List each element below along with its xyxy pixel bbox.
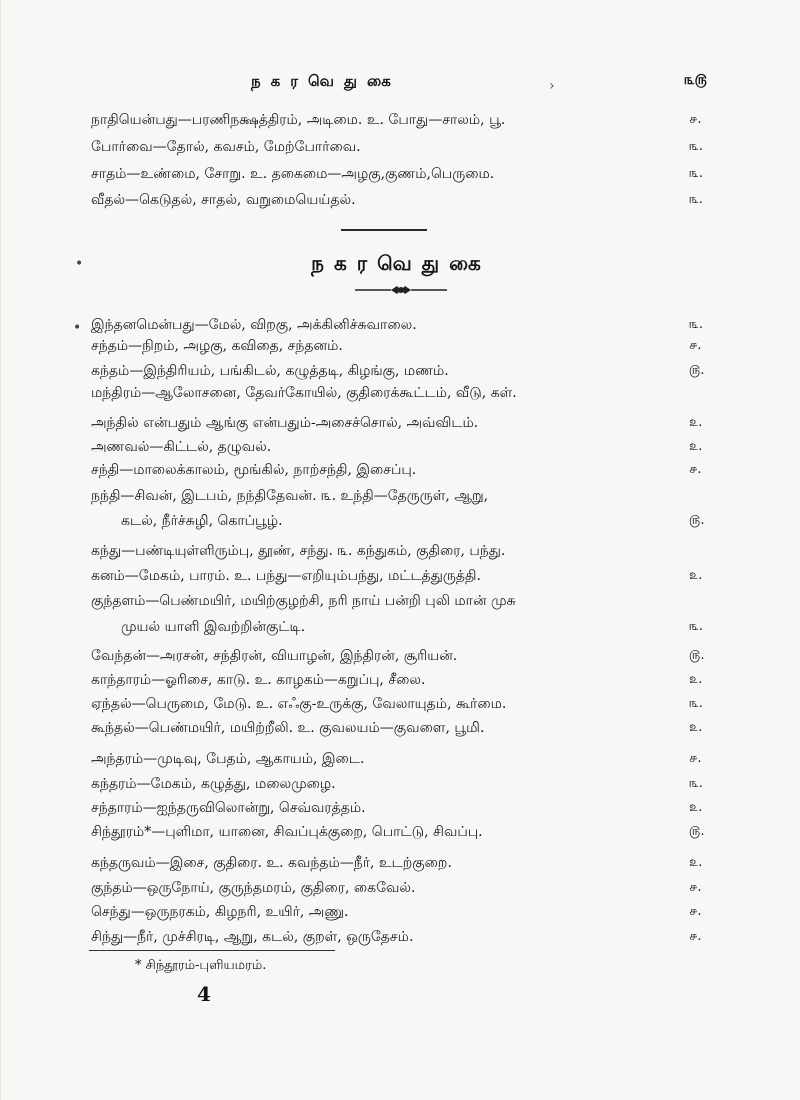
section-divider-rule <box>341 229 427 231</box>
footnote: * சிந்தூரம்-புளியமரம். <box>135 958 267 973</box>
entry-row <box>1 108 800 132</box>
entry-row <box>1 615 800 639</box>
entry-row <box>1 381 800 405</box>
margin-mark: • <box>73 320 82 336</box>
entry-number: ௩. <box>689 192 704 207</box>
entry-text: கந்தரம்—மேகம், கழுத்து, மலைமுழை. <box>91 776 336 792</box>
entry-number: ௨. <box>689 568 703 583</box>
entry-text: இந்தனமென்பது—மேல், விறகு, அக்கினிச்சுவாலை. <box>91 317 417 333</box>
entry-row <box>1 162 800 186</box>
entry-number: ௪. <box>689 112 702 127</box>
entry-text: மந்திரம்—ஆலோசனை, தேவர்கோயில், குதிரைக்கூட்டம், வீடு, கள். <box>91 385 517 401</box>
entry-text: அந்தில் என்பதும் ஆங்கு என்பதும்-அசைச்சொல், அவ்விடம். <box>91 415 479 431</box>
entry-text: கனம்—மேகம், பாரம். உ. பந்து—எறியும்பந்து, மட்டத்துருத்தி. <box>91 568 481 584</box>
entry-text: அணவல்—கிட்டல், தழுவல். <box>91 439 272 455</box>
entry-number: ௪. <box>689 751 702 766</box>
margin-mark: • <box>75 256 84 272</box>
entry-number: ௫. <box>689 648 705 663</box>
entry-number: ௪. <box>689 338 702 353</box>
entry-row <box>1 564 800 588</box>
entry-row <box>1 747 800 771</box>
entry-number: ௪. <box>689 462 702 477</box>
entry-text: செந்து—ஒருநரகம், கிழநரி, உயிர், அணு. <box>91 904 349 920</box>
entry-row <box>1 359 800 383</box>
entry-row <box>1 772 800 796</box>
entry-number: ௩. <box>689 166 704 181</box>
entry-number: ௨. <box>689 672 703 687</box>
entry-text: கந்து—பண்டியுள்ளிரும்பு, தூண், சந்து. ௩. கந்துகம், குதிரை, பந்து. <box>91 543 506 559</box>
entry-number: ௩. <box>689 619 704 634</box>
entry-row <box>1 509 800 533</box>
entry-row <box>1 135 800 159</box>
entry-row <box>1 644 800 668</box>
entry-text: நாதியென்பது—பரணிநக்ஷத்திரம், அடிமை. உ. போது—சாலம், பூ. <box>91 112 506 128</box>
entry-row <box>1 820 800 844</box>
entry-text: கந்தருவம்—இசை, குதிரை. உ. கவந்தம்—நீர், உடற்குறை. <box>91 855 452 871</box>
entry-number: ௨. <box>689 439 703 454</box>
entry-row <box>1 589 800 613</box>
entry-number: ௫. <box>689 824 705 839</box>
ornament-flourish <box>353 283 449 297</box>
entry-number: ௨. <box>689 415 703 430</box>
entry-row <box>1 925 800 949</box>
entry-text: சந்தம்—நிறம், அழகு, கவிதை, சந்தனம். <box>91 338 343 354</box>
entry-row <box>1 334 800 358</box>
entry-text: சந்தாரம்—ஐந்தருவிலொன்று, செவ்வரத்தம். <box>91 800 366 816</box>
entry-text: சிந்து—நீர், முச்சிரடி, ஆறு, கடல், குறள், ஒருதேசம். <box>91 929 414 945</box>
entry-number: ௩. <box>689 696 704 711</box>
margin-mark: › <box>549 78 555 94</box>
page-number: ௩௫ <box>684 72 707 88</box>
entry-row <box>1 435 800 459</box>
entry-text: வேந்தன்—அரசன், சந்திரன், வியாழன், இந்திரன், சூரியன். <box>91 648 458 664</box>
entry-row <box>1 796 800 820</box>
entry-row <box>1 692 800 716</box>
entry-row <box>1 458 800 482</box>
running-head <box>1 72 800 100</box>
entry-text: கந்தம்—இந்திரியம், பங்கிடல், கழுத்தடி, கிழங்கு, மணம். <box>91 363 449 379</box>
entry-row <box>1 411 800 435</box>
entry-number: ௪. <box>689 880 702 895</box>
entry-row <box>1 539 800 563</box>
entry-row <box>1 188 800 212</box>
entry-text: கடல், நீர்ச்சுழி, கொப்பூழ். <box>121 513 283 529</box>
entry-row <box>1 851 800 875</box>
entry-number: ௨. <box>689 855 703 870</box>
entry-text: சாதம்—உண்மை, சோறு. உ. தகைமை—அழகு,குணம்,பெருமை. <box>91 166 495 182</box>
entry-row <box>1 484 800 508</box>
running-title: நகரவெதுகை <box>251 72 401 90</box>
entry-text: முயல் யாளி இவற்றின்குட்டி. <box>121 619 306 635</box>
entry-number: ௩. <box>689 139 704 154</box>
entry-number: ௩. <box>689 317 704 332</box>
entry-text: சிந்தூரம்*—புளிமா, யானை, சிவப்புக்குறை, பொட்டு, சிவப்பு. <box>91 824 483 840</box>
entry-number: ௫. <box>689 363 705 378</box>
entry-number: ௪. <box>689 904 702 919</box>
entry-row <box>1 716 800 740</box>
entry-text: காந்தாரம்—ஓரிசை, காடு. உ. காழகம்—கறுப்பு, சீலை. <box>91 672 426 688</box>
entry-text: குந்தம்—ஒருநோய், குருந்தமரம், குதிரை, கைவேல். <box>91 880 416 896</box>
section-title: நகரவெதுகை <box>311 251 491 275</box>
entry-row <box>1 900 800 924</box>
entry-number: ௩. <box>689 776 704 791</box>
entry-text: போர்வை—தோல், கவசம், மேற்போர்வை. <box>91 139 361 155</box>
entry-text: கூந்தல்—பெண்மயிர், மயிற்றீலி. உ. குவலயம்—குவளை, பூமி. <box>91 720 485 736</box>
entry-text: சந்தி—மாலைக்காலம், மூங்கில், நாற்சந்தி, இசைப்பு. <box>91 462 417 478</box>
entry-text: அந்தரம்—முடிவு, பேதம், ஆகாயம், இடை. <box>91 751 365 767</box>
entry-number: ௪. <box>689 929 702 944</box>
entry-number: ௨. <box>689 800 703 815</box>
entry-text: வீதல்—கெடுதல், சாதல், வறுமையெய்தல். <box>91 192 356 208</box>
entry-text: நந்தி—சிவன், இடபம், நந்திதேவன். ௩. உந்தி—தேருருள், ஆறு, <box>91 488 489 504</box>
entry-number: ௨. <box>689 720 703 735</box>
entry-number: ௫. <box>689 513 705 528</box>
signature-mark: 4 <box>197 982 211 1006</box>
entry-text: குந்தளம்—பெண்மயிர், மயிற்குழற்சி, நரி நாய் பன்றி புலி மான் முசு <box>91 593 516 609</box>
entry-row <box>1 668 800 692</box>
footnote-rule <box>89 950 335 951</box>
entry-text: ஏந்தல்—பெருமை, மேடு. உ. எஃகு-உருக்கு, வேலாயுதம், கூர்மை. <box>91 696 507 712</box>
entry-row <box>1 876 800 900</box>
